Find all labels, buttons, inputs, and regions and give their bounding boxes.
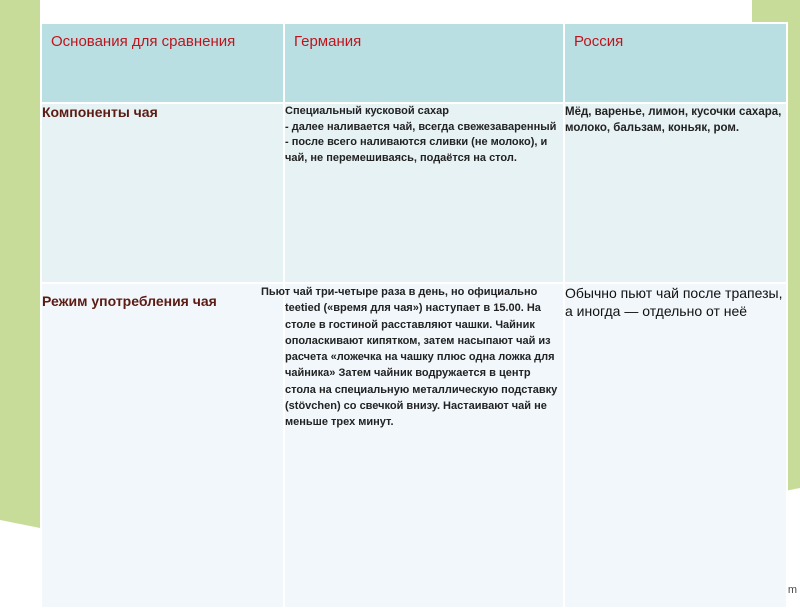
germany-components-line: - после всего наливаются сливки (не молоко), и чай, не перемешиваясь, подаётся на стол. xyxy=(285,136,548,164)
header-basis: Основания для сравнения xyxy=(41,23,284,103)
germany-components-line: - далее наливается чай, всегда свежезаваренный xyxy=(285,120,557,133)
row-label-tea-components: Компоненты чая xyxy=(41,103,284,283)
table-header-row xyxy=(41,23,787,103)
comparison-table xyxy=(40,22,788,609)
germany-components-line: Специальный кусковой сахар xyxy=(285,105,449,117)
watermark-text: m xyxy=(787,584,797,596)
row-label-drinking-mode: Режим употребления чая xyxy=(41,283,284,608)
header-germany: Германия xyxy=(284,23,564,103)
germany-tea-components xyxy=(284,103,564,283)
table-row xyxy=(41,103,787,283)
table-row xyxy=(41,283,787,608)
header-russia: Россия xyxy=(564,23,787,103)
russia-tea-components: Мёд, варенье, лимон, кусочки сахара, молоко, бальзам, коньяк, ром. xyxy=(564,103,787,283)
russia-drinking-mode: Обычно пьют чай после трапезы, а иногда — отдельно от неё xyxy=(564,283,787,608)
germany-drinking-mode: Пьют чай три-четыре раза в день, но официально teetied («время для чая») наступает в 15.00. На столе в гостиной расставляют чашки. Чайник ополаскивают кипятком, затем насыпают чай из расчета «ложечка на чашку плюс одна ложка для чайника» Затем чайник водружается в центр стола на специальную металлическую подставку (stövchen) со свечкой внизу. Настаивают чай не меньше трех минут. xyxy=(284,283,564,608)
